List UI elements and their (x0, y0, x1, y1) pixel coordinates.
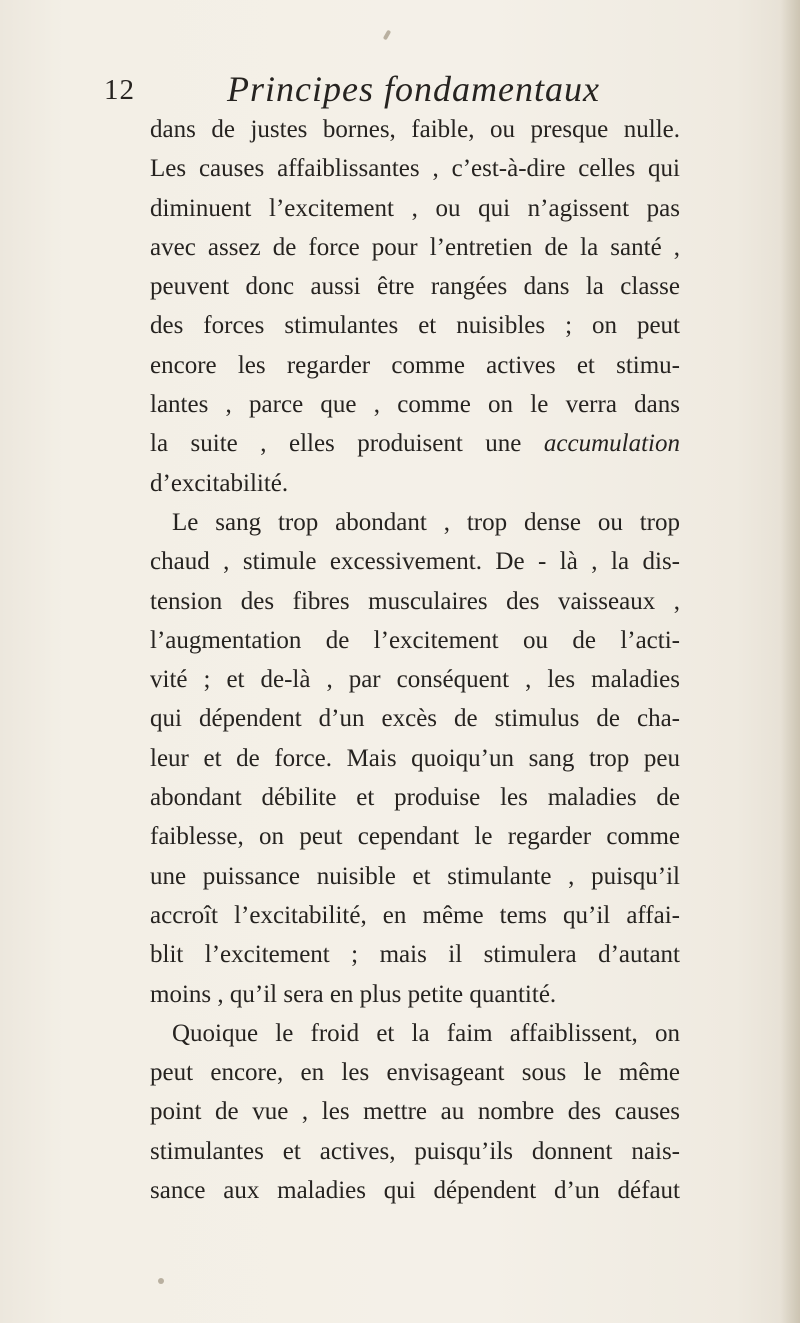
page-header (104, 62, 664, 114)
text-line: qui dépendent d’un excès de stimulus de cha- (150, 705, 680, 733)
text-line: vité ; et de-là , par conséquent , les maladies (150, 666, 680, 694)
text-line: avec assez de force pour l’entretien de la santé , (150, 233, 680, 261)
italic-term: accumulation (543, 430, 680, 458)
text-line: Le sang trop abondant , trop dense ou trop (172, 508, 680, 536)
text-line: tension des fibres musculaires des vaisseaux , (150, 587, 680, 615)
page-edge-shadow (780, 0, 800, 1323)
text-line: l’augmentation de l’excitement ou de l’acti- (150, 626, 680, 654)
text-line: blit l’excitement ; mais il stimulera d’autant (150, 941, 680, 969)
text-line: moins , qu’il sera en plus petite quantité. (150, 980, 557, 1008)
page-number: 12 (104, 74, 135, 106)
text-line: faiblesse, on peut cependant le regarder comme (150, 823, 680, 851)
text-line: stimulantes et actives, puisqu’ils donnent nais- (150, 1137, 680, 1165)
text-line: une puissance nuisible et stimulante , puisqu’il (150, 862, 680, 890)
paper-speck (383, 30, 391, 41)
text-line: Quoique le froid et la faim affaiblissent, on (172, 1019, 680, 1047)
text-line: point de vue , les mettre au nombre des causes (150, 1098, 680, 1126)
text-line: encore les regarder comme actives et stimu- (150, 351, 680, 379)
text-line: d’excitabilité. (150, 469, 289, 497)
text-line: peuvent donc aussi être rangées dans la classe (150, 273, 680, 301)
text-line: accroît l’excitabilité, en même tems qu’il affai- (150, 901, 680, 929)
text-line: Les causes affaiblissantes , c’est-à-dire celles qui (150, 155, 680, 183)
paper-speck (158, 1278, 164, 1284)
text-line: lantes , parce que , comme on le verra dans (150, 391, 680, 419)
text-line: diminuent l’excitement , ou qui n’agissent pas (150, 194, 680, 222)
body-text (150, 110, 680, 1210)
text-line: des forces stimulantes et nuisibles ; on peut (150, 312, 680, 340)
text-line: leur et de force. Mais quoiqu’un sang trop peu (150, 744, 680, 772)
text-line: sance aux maladies qui dépendent d’un défaut (150, 1177, 680, 1205)
running-title: Principes fondamentaux (227, 69, 600, 109)
text-segment: la suite , elles produisent une (150, 430, 544, 458)
text-line: chaud , stimule excessivement. De - là , la dis- (150, 548, 680, 576)
text-line: dans de justes bornes, faible, ou presque nulle. (150, 116, 680, 143)
text-line: peut encore, en les envisageant sous le même (150, 1059, 680, 1087)
text-line: abondant débilite et produise les maladies de (150, 784, 680, 812)
text-line (150, 424, 680, 463)
